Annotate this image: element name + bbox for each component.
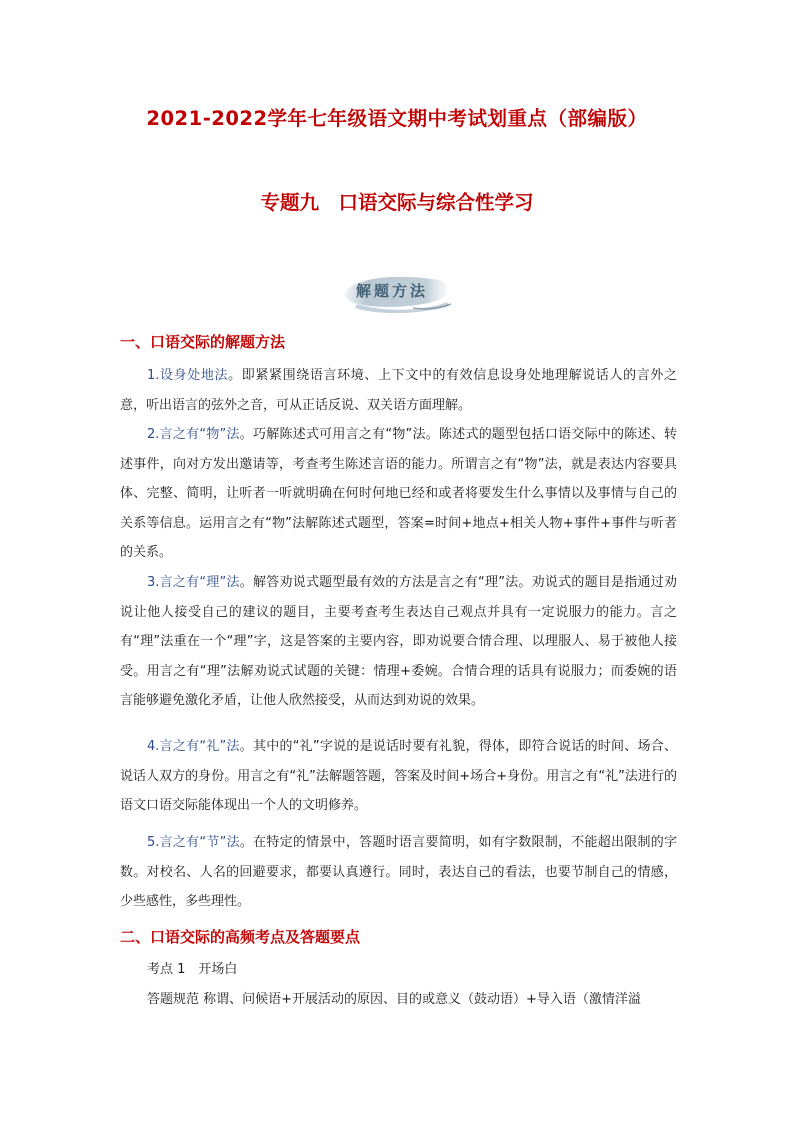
method-item-2 — [120, 420, 677, 568]
item-number: 3. — [147, 575, 160, 590]
item-number: 5. — [147, 835, 160, 850]
document-subtitle: 专题九 口语交际与综合性学习 — [260, 191, 534, 214]
item-body: 。在特定的情景中，答题时语言要简明，如有字数限制，不能超出限制的字数。对校名、人名的回避要求，都要认真遵行。同时，表达自己的看法，也要节制自己的情感，少些感性，多些理性。 — [120, 835, 677, 909]
method-item-3 — [120, 568, 677, 716]
item-lead: 言之有“理”法 — [159, 575, 240, 590]
method-item-5 — [120, 828, 677, 917]
item-lead: 言之有“物”法 — [159, 427, 240, 442]
item-number: 1. — [147, 368, 160, 383]
item-number: 2. — [147, 427, 160, 442]
item-lead: 言之有“礼”法 — [159, 739, 240, 754]
item-body: 。即紧紧围绕语言环境、上下文中的有效信息设身处地理解说话人的言外之意，听出语言的弦外之音，可从正话反说、双关语方面理解。 — [120, 368, 677, 413]
item-lead: 言之有“节”法 — [159, 835, 240, 850]
item-body: 。其中的“礼”字说的是说话时要有礼貌，得体，即符合说话的时间、场合、说话人双方的身份。用言之有“礼”法解题答题，答案及时间+场合+身份。用言之有“礼”法进行的语文口语交际能体现出一个人的文明修养。 — [120, 739, 677, 813]
method-badge-label: 解题方法 — [355, 282, 428, 300]
method-item-4 — [120, 732, 677, 821]
section2-heading: 二、口语交际的高频考点及答题要点 — [120, 928, 361, 946]
document-title: 2021-2022学年七年级语文期中考试划重点（部编版） — [146, 107, 648, 130]
item-number: 4. — [147, 739, 160, 754]
item-body: 。巧解陈述式可用言之有“物”法。陈述式的题型包括口语交际中的陈述、转述事件，向对方发出邀请等，考查考生陈述言语的能力。所谓言之有“物”法，就是表达内容要具体、完整、简明，让听者一听就明确在何时何地已经和或者将要发生什么事情以及事情与自己的关系等信息。运用言之有“物”法解陈述式题型，答案=时间+地点+相关人物+事件+事件与听者的关系。 — [120, 427, 677, 560]
kaodian-label: 考点 1 开场白 — [147, 962, 238, 977]
method-badge — [343, 268, 453, 316]
answer-rule-text: 答题规范 称谓、问候语+开展活动的原因、目的或意义（鼓动语）+导入语（激情洋溢 — [147, 992, 641, 1007]
section1-heading: 一、口语交际的解题方法 — [120, 333, 286, 351]
item-lead: 设身处地法 — [159, 368, 229, 383]
method-item-1 — [120, 361, 677, 420]
item-body: 。解答劝说式题型最有效的方法是言之有“理”法。劝说式的题目是指通过劝说让他人接受自己的建议的题目，主要考查考生表达自己观点并具有一定说服力的能力。言之有“理”法重在一个“理”字，这是答案的主要内容，即劝说要合情合理、以理服人、易于被他人接受。用言之有“理”法解劝说式试题的关键：情理+委婉。合情合理的话具有说服力；而委婉的语言能够避免激化矛盾，让他人欣然接受，从而达到劝说的效果。 — [120, 575, 677, 708]
